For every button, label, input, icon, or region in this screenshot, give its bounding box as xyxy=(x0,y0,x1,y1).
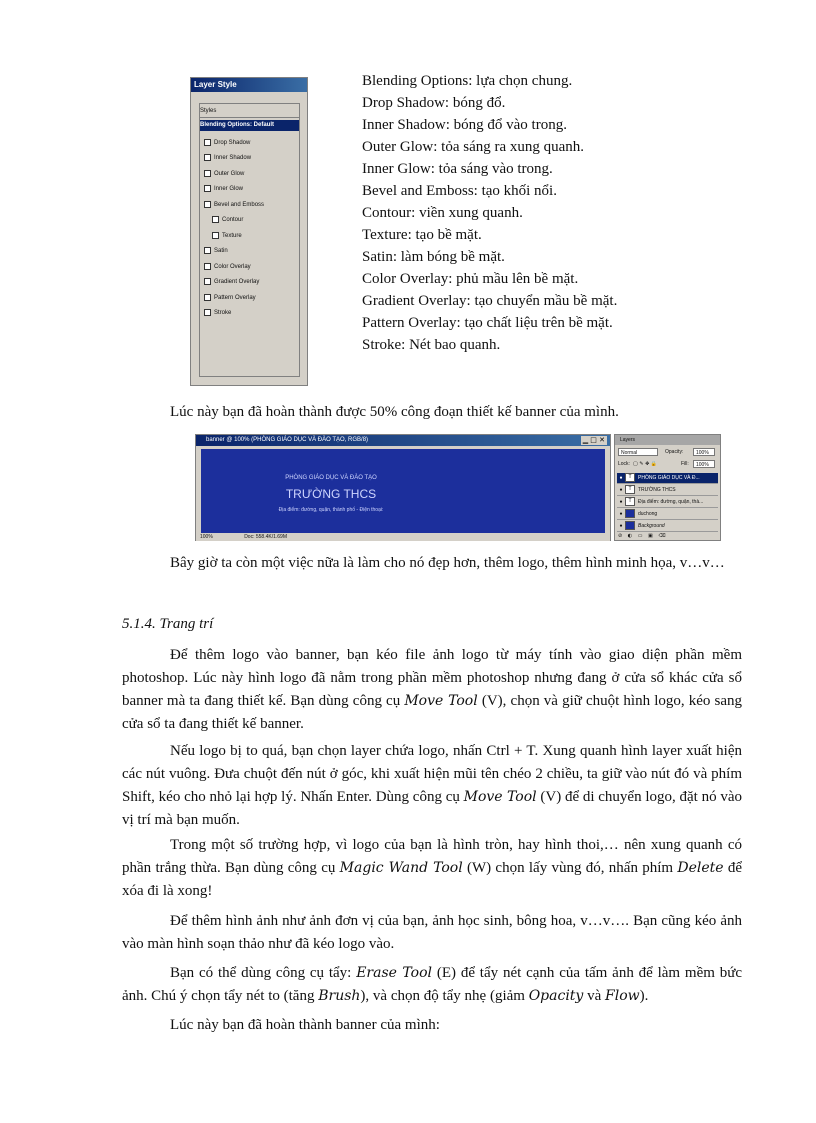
texture-item[interactable]: Texture xyxy=(212,231,242,241)
banner-window xyxy=(195,434,611,541)
layer-row[interactable]: ● T TRƯỜNG THCS xyxy=(617,485,718,496)
styles-item[interactable]: Styles xyxy=(200,106,299,118)
inner-shadow-item[interactable]: Inner Shadow xyxy=(204,153,251,163)
checkbox-icon[interactable] xyxy=(204,309,211,316)
option-line: Bevel and Emboss: tạo khối nổi. xyxy=(362,183,557,199)
eye-icon[interactable]: ● xyxy=(619,511,623,517)
option-line: Blending Options: lựa chọn chung. xyxy=(362,73,573,89)
progress-paragraph: Lúc này bạn đã hoàn thành được 50% công đoạn thiết kế banner của mình. xyxy=(170,404,619,420)
contour-item[interactable]: Contour xyxy=(212,215,243,225)
color-overlay-item[interactable]: Color Overlay xyxy=(204,262,251,272)
option-line: Inner Glow: tỏa sáng vào trong. xyxy=(362,161,553,177)
banner-line-3: Địa điểm: đường, quận, thành phố - Điện thoại: xyxy=(278,507,384,513)
blend-mode-select[interactable]: Normal xyxy=(618,448,658,456)
banner-canvas xyxy=(201,449,605,533)
option-line: Stroke: Nét bao quanh. xyxy=(362,337,501,353)
layer-row[interactable]: ● T Địa điểm: đường, quận, thà... xyxy=(617,497,718,508)
window-controls-icon[interactable]: ▁ □ ✕ xyxy=(582,436,605,444)
layers-tab[interactable]: Layers xyxy=(615,435,720,445)
satin-item[interactable]: Satin xyxy=(204,246,228,256)
option-line: Satin: làm bóng bề mặt. xyxy=(362,249,505,265)
layer-row[interactable]: ● T PHÒNG GIÁO DỤC VÀ Đ... xyxy=(617,473,718,484)
blending-options-item[interactable]: Blending Options: Default xyxy=(200,120,299,131)
layers-panel xyxy=(614,434,721,541)
layer-style-dialog xyxy=(190,77,308,386)
checkbox-icon[interactable] xyxy=(204,263,211,270)
layer-style-title: Layer Style xyxy=(191,78,307,92)
zoom-readout[interactable]: 100% xyxy=(200,534,213,540)
option-line: Drop Shadow: bóng đổ. xyxy=(362,95,506,111)
option-line: Gradient Overlay: tạo chuyển mầu bề mặt. xyxy=(362,293,618,309)
layer-row[interactable]: ● Background xyxy=(617,521,718,532)
banner-status-bar xyxy=(196,533,610,541)
stroke-item[interactable]: Stroke xyxy=(204,308,231,318)
paragraph-3: Trong một số trường hợp, vì logo của bạn là hình tròn, hay hình thoi,… nên xung quanh có phần trắng thừa. Bạn dùng công cụ Magic Wand Tool (W) chọn lấy vùng đó, nhấn phím Delete để xóa đi là xong! xyxy=(122,837,743,899)
gradient-overlay-item[interactable]: Gradient Overlay xyxy=(204,277,259,287)
option-line: Texture: tạo bề mặt. xyxy=(362,227,482,243)
layer-style-list xyxy=(199,103,300,377)
checkbox-icon[interactable] xyxy=(204,201,211,208)
pattern-overlay-item[interactable]: Pattern Overlay xyxy=(204,293,256,303)
checkbox-icon[interactable] xyxy=(204,154,211,161)
fill-label: Fill: xyxy=(681,461,689,467)
paragraph-1: Để thêm logo vào banner, bạn kéo file ảnh logo từ máy tính vào giao diện phần mềm photoshop. Lúc này hình logo đã nằm trong phần mềm photoshop nhưng đang ở cửa sổ khác cửa sổ banner mà ta đang thiết kế. Bạn dùng công cụ Move Tool (V), chọn và giữ chuột hình logo, kéo sang cửa sổ ta đang thiết kế banner. xyxy=(122,647,743,732)
option-line: Pattern Overlay: tạo chất liệu trên bề mặt. xyxy=(362,315,613,331)
opacity-input[interactable]: 100% xyxy=(693,448,715,456)
lock-label: Lock: xyxy=(618,461,630,467)
layer-thumbnail-icon xyxy=(625,509,635,518)
checkbox-icon[interactable] xyxy=(212,232,219,239)
section-heading: 5.1.4. Trang trí xyxy=(122,616,214,632)
eye-icon[interactable]: ● xyxy=(619,487,623,493)
option-line: Outer Glow: tỏa sáng ra xung quanh. xyxy=(362,139,585,155)
banner-window-title: banner @ 100% (PHÒNG GIÁO DỤC VÀ ĐÀO TẠO, RGB/8) xyxy=(196,435,610,446)
checkbox-icon[interactable] xyxy=(204,139,211,146)
checkbox-icon[interactable] xyxy=(204,170,211,177)
checkbox-icon[interactable] xyxy=(204,294,211,301)
checkbox-icon[interactable] xyxy=(204,278,211,285)
option-line: Contour: viền xung quanh. xyxy=(362,205,523,221)
layer-row[interactable]: ● duchong xyxy=(617,509,718,520)
eye-icon[interactable]: ● xyxy=(619,475,623,481)
intro-paragraph: Bây giờ ta còn một việc nữa là làm cho nó đẹp hơn, thêm logo, thêm hình minh họa, v…v… xyxy=(170,555,725,571)
paragraph-2: Nếu logo bị to quá, bạn chọn layer chứa logo, nhấn Ctrl + T. Xung quanh hình layer xuất hiện các nút vuông. Đưa chuột đến nút ở góc, khi xuất hiện mũi tên chéo 2 chiều, ta giữ vào nút đó và phím Shift, kéo cho nhỏ lại hợp lý. Nhấn Enter. Dùng công cụ Move Tool (V) để di chuyển logo, đặt nó vào vị trí mà bạn muốn. xyxy=(122,743,742,828)
outer-glow-item[interactable]: Outer Glow xyxy=(204,169,244,179)
paragraph-6: Lúc này bạn đã hoàn thành banner của mình: xyxy=(170,1017,440,1033)
doc-size-readout: Doc: 558.4K/1.69M xyxy=(244,534,287,540)
text-layer-icon: T xyxy=(625,497,635,506)
option-line: Color Overlay: phủ mầu lên bề mặt. xyxy=(362,271,579,287)
opacity-label: Opacity: xyxy=(665,449,684,455)
text-layer-icon: T xyxy=(625,473,635,482)
eye-icon[interactable]: ● xyxy=(619,523,623,529)
lock-icons[interactable]: ▢ ✎ ✥ 🔒 xyxy=(633,461,658,467)
inner-glow-item[interactable]: Inner Glow xyxy=(204,184,243,194)
paragraph-5: Bạn có thể dùng công cụ tẩy: Erase Tool (E) để tẩy nét cạnh của tấm ảnh để làm mềm bức ảnh. Chú ý chọn tẩy nét to (tăng Brush), và chọn độ tẩy nhẹ (giảm Opacity và Flow). xyxy=(122,965,743,1004)
checkbox-icon[interactable] xyxy=(204,185,211,192)
bevel-emboss-item[interactable]: Bevel and Emboss xyxy=(204,200,264,210)
layers-footer-icons[interactable]: ⊘ ◐ ▭ ▣ ⌫ xyxy=(618,533,668,539)
checkbox-icon[interactable] xyxy=(204,247,211,254)
option-line: Inner Shadow: bóng đổ vào trong. xyxy=(362,117,567,133)
drop-shadow-item[interactable]: Drop Shadow xyxy=(204,138,250,148)
checkbox-icon[interactable] xyxy=(212,216,219,223)
fill-input[interactable]: 100% xyxy=(693,460,715,468)
banner-line-2: TRƯỜNG THCS xyxy=(285,487,377,501)
eye-icon[interactable]: ● xyxy=(619,499,623,505)
banner-line-1: PHÒNG GIÁO DỤC VÀ ĐÀO TẠO xyxy=(285,475,377,481)
layer-thumbnail-icon xyxy=(625,521,635,530)
text-layer-icon: T xyxy=(625,485,635,494)
paragraph-4: Để thêm hình ảnh như ảnh đơn vị của bạn, ảnh học sinh, bông hoa, v…v…. Bạn cũng kéo ảnh vào màn hình soạn thảo như đã kéo logo vào. xyxy=(122,913,742,952)
